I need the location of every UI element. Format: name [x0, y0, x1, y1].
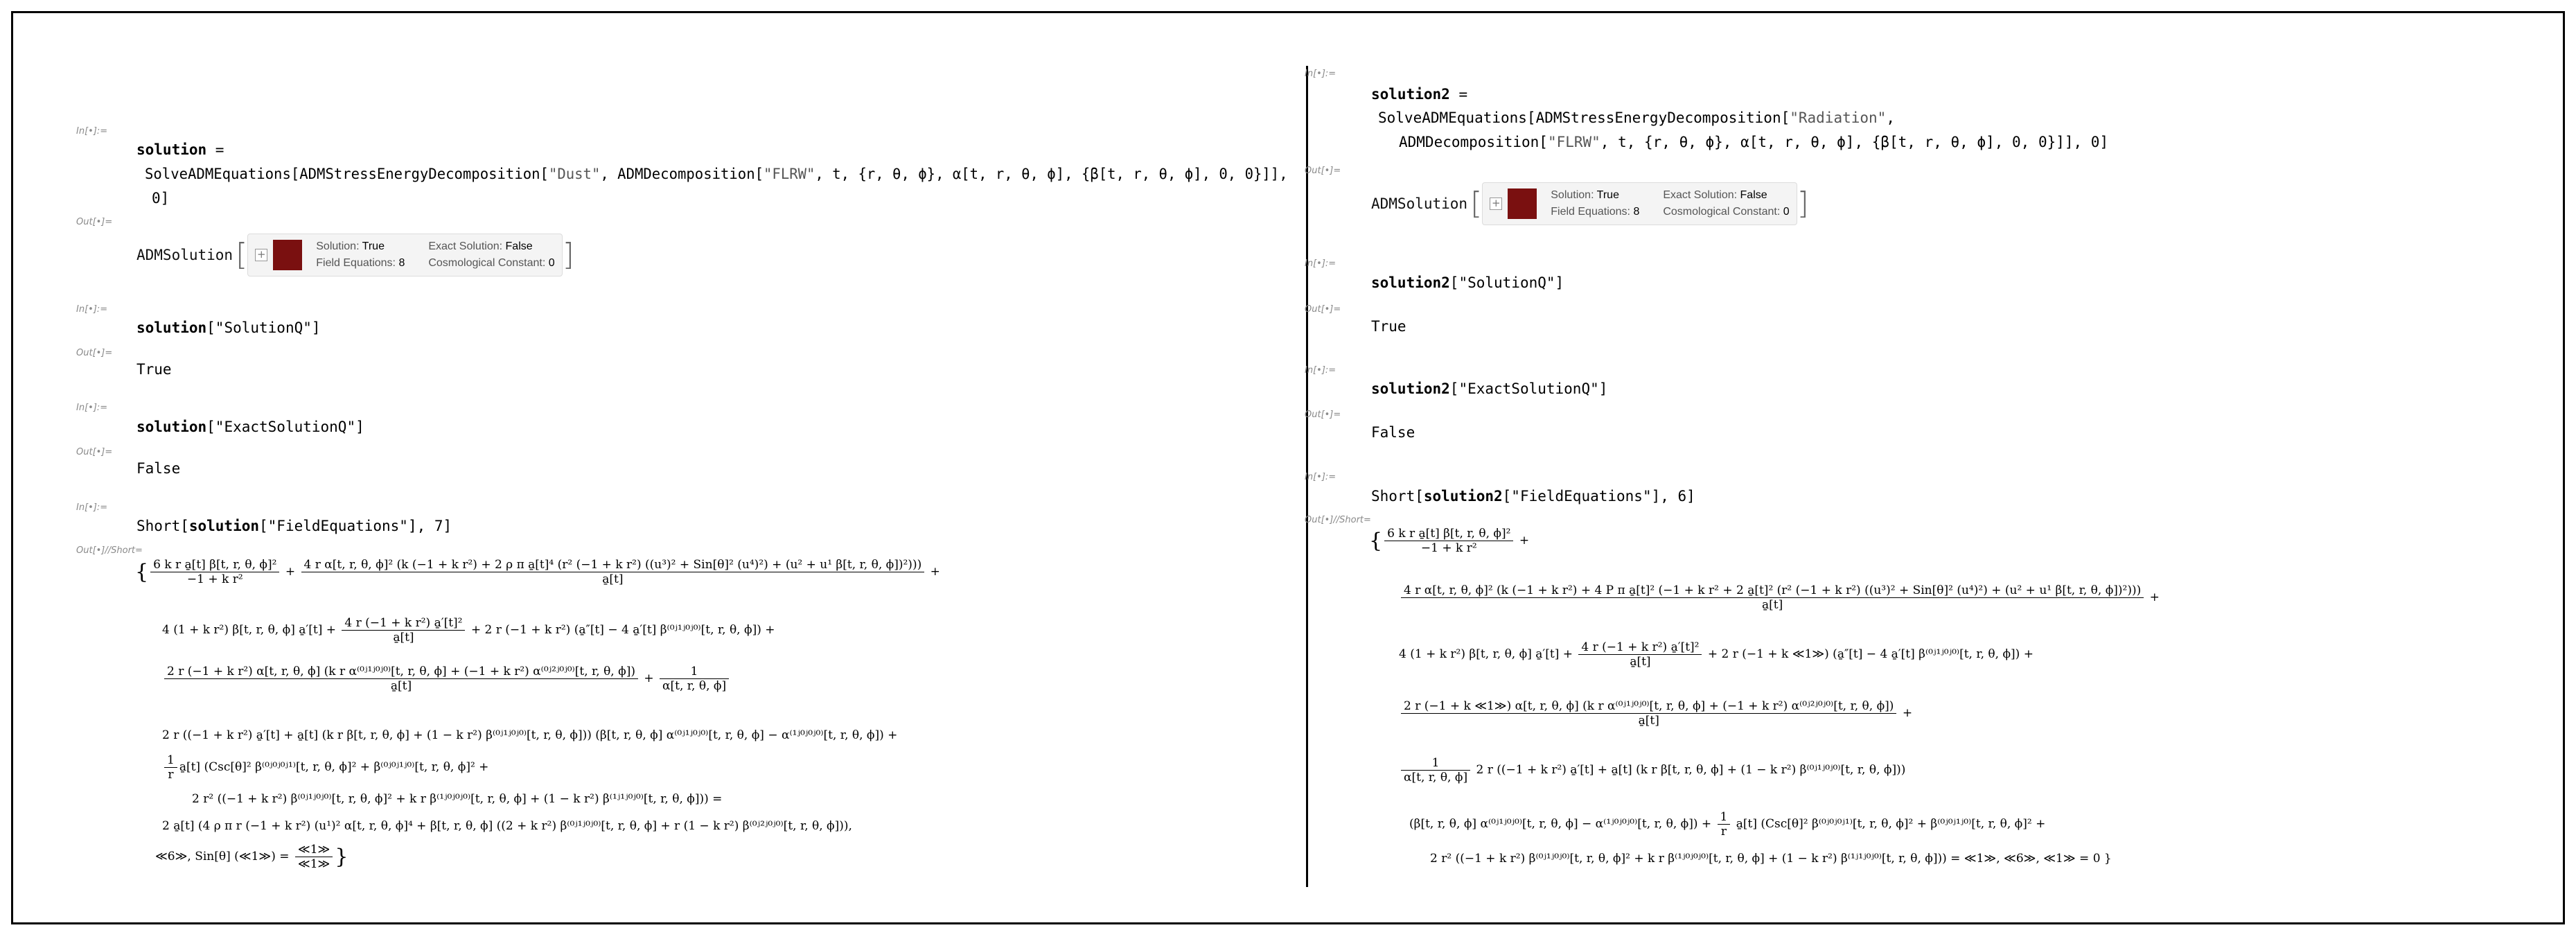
adm-solution-output[interactable]	[136, 234, 574, 277]
field-equations-line-4: 2 r ((−1 + k r²) a̱′[t] + a̱[t] (k r β[t, r, θ, ϕ] + (1 − k r²) β⁽⁰ʲ¹ʲ⁰ʲ⁰⁾[t, r, θ, ϕ])) (β[t, r, θ, ϕ] α⁽⁰ʲ¹ʲ⁰ʲ⁰⁾[t, r, θ, ϕ] − α⁽¹ʲ⁰ʲ⁰ʲ⁰⁾[t, r, θ, ϕ]) +	[162, 728, 898, 742]
out-short-label: Out[•]//Short=	[76, 545, 143, 556]
field-equations-line-1: { $\frac{\text{6 k r a̱[t] β[t, r, θ, ϕ]²}}{\text{−1 + k r²}}$ + 4 r α[t, r, θ, ϕ]² (k (−1 + k r²) + 2 ρ π a̱[t]⁴ (r² (−1 + k r²) ((u³)² + Sin[θ]² (u⁴)²) + (u² + u¹ β[t, r, θ, ϕ])²))) a̱[t] +	[135, 558, 940, 586]
output-true: True	[136, 361, 172, 378]
out-label: Out[•]=	[1305, 410, 1341, 420]
notebook-window	[11, 11, 2565, 924]
field-equations-2-line-4: 2 r (−1 + k ≪1≫) α[t, r, θ, ϕ] (k r α⁽⁰ʲ¹ʲ⁰ʲ⁰⁾[t, r, θ, ϕ] + (−1 + k r²) α⁽⁰ʲ²ʲ⁰ʲ⁰⁾[t, r, θ, ϕ]) a̱[t] +	[1399, 699, 1912, 728]
field-equations-2-line-2: 4 r α[t, r, θ, ϕ]² (k (−1 + k r²) + 4 P π a̱[t]² (−1 + k r² + 2 a̱[t]² (r² (−1 + k r²) ((u³)² + Sin[θ]² (u⁴)²) + (u² + u¹ β[t, r, θ, ϕ])²))) a̱[t] +	[1399, 583, 2160, 612]
field-equations-line-3: 2 r (−1 + k r²) α[t, r, θ, ϕ] (k r α⁽⁰ʲ¹ʲ⁰ʲ⁰⁾[t, r, θ, ϕ] + (−1 + k r²) α⁽⁰ʲ²ʲ⁰ʲ⁰⁾[t, r, θ, ϕ]) a̱[t] + $\frac{1}{\alpha[t, r, \theta, \phi]}$	[162, 665, 731, 693]
plus-icon[interactable]: +	[1490, 198, 1502, 210]
in-label: In[•]:=	[76, 403, 108, 413]
bracket-right: ]	[562, 237, 574, 272]
out-label: Out[•]=	[76, 217, 113, 227]
in-label: In[•]:=	[1305, 69, 1336, 79]
in-label: In[•]:=	[76, 502, 108, 513]
input-cell-solution[interactable]: solution =	[136, 141, 224, 158]
input-cell-solve-line-end[interactable]: 0]	[152, 190, 170, 207]
input-cell-exactsolution2q[interactable]: solution2["ExactSolutionQ"]	[1371, 380, 1608, 397]
brace-open: {	[1369, 529, 1383, 553]
input-cell-solve2-line[interactable]: SolveADMEquations[ADMStressEnergyDecomposition["Radiation",	[1378, 109, 1895, 126]
bracket-left: [	[1470, 186, 1483, 221]
in-label: In[•]:=	[76, 126, 108, 137]
field-equations-2-line-3: 4 (1 + k r²) β[t, r, θ, ϕ] a̱′[t] + $\frac{\text{4 r (−1 + k r²) a̱′[t]²}}{a̱[t]}$ + 2 r (−1 + k ≪1≫) (a̱″[t] − 4 a̱′[t] β⁽⁰ʲ¹ʲ⁰ʲ⁰⁾[t, r, θ, ϕ]) +	[1399, 640, 2034, 669]
solution-status: Solution: True	[316, 240, 385, 252]
exact-solution-status: Exact Solution: False	[428, 240, 533, 252]
field-equations-line-2: 4 (1 + k r²) β[t, r, θ, ϕ] a̱′[t] + $\frac{\text{4 r (−1 + k r²) a̱′[t]²}}{a̱[t]}$ + 2 r (−1 + k r²) (a̱″[t] − 4 a̱′[t] β⁽⁰ʲ¹ʲ⁰ʲ⁰⁾[t, r, θ, ϕ]) +	[162, 616, 775, 644]
output-false: False	[1371, 424, 1415, 441]
field-equations-count: Field Equations: 8	[1551, 206, 1640, 218]
exact-solution-status: Exact Solution: False	[1663, 189, 1767, 201]
bracket-left: [	[236, 237, 248, 272]
input-cell-short2[interactable]: Short[solution2["FieldEquations"], 6]	[1371, 488, 1695, 504]
adm-solution-head: ADMSolution	[136, 247, 233, 263]
adm-summary-box[interactable]	[247, 234, 562, 277]
field-equations-2-line-7: 2 r² ((−1 + k r²) β⁽⁰ʲ¹ʲ⁰ʲ⁰⁾[t, r, θ, ϕ]² + k r β⁽¹ʲ⁰ʲ⁰ʲ⁰⁾[t, r, θ, ϕ] + (1 − k r²) β⁽¹ʲ¹ʲ⁰ʲ⁰⁾[t, r, θ, ϕ])) = ≪1≫, ≪6≫, ≪1≫ = 0 }	[1430, 852, 2112, 866]
in-label: In[•]:=	[1305, 258, 1336, 269]
plus-icon[interactable]: +	[255, 249, 267, 261]
out-label: Out[•]=	[76, 348, 113, 358]
in-label: In[•]:=	[1305, 472, 1336, 482]
solution-swatch	[273, 240, 302, 270]
input-cell-solutionq[interactable]: solution["SolutionQ"]	[136, 319, 321, 336]
in-label: In[•]:=	[1305, 365, 1336, 376]
input-cell-short[interactable]: Short[solution["FieldEquations"], 7]	[136, 518, 452, 534]
solution-swatch	[1508, 188, 1537, 219]
adm-solution-head: ADMSolution	[1371, 195, 1468, 212]
out-short-label: Out[•]//Short=	[1305, 515, 1371, 525]
input-cell-solve2-line-2[interactable]: ADMDecomposition["FLRW", t, {r, θ, ϕ}, α[t, r, θ, ϕ], {β[t, r, θ, ϕ], 0, 0}]], 0]	[1399, 134, 2109, 150]
field-equations-2-line-5: $\frac{1}{\alpha[t, r, \theta, \phi]}$ 2 r ((−1 + k r²) a̱′[t] + a̱[t] (k r β[t, r, θ, ϕ] + (1 − k r²) β⁽⁰ʲ¹ʲ⁰ʲ⁰⁾[t, r, θ, ϕ]))	[1399, 756, 1905, 784]
field-equations-line-8: ≪6≫, Sin[θ] (≪1≫) = $\frac{≪1≫}{≪1≫}$ }	[155, 843, 349, 871]
adm-summary-box[interactable]	[1482, 182, 1797, 225]
out-label: Out[•]=	[1305, 166, 1341, 176]
out-label: Out[•]=	[1305, 304, 1341, 315]
output-false: False	[136, 460, 181, 477]
input-cell-solve-line[interactable]: SolveADMEquations[ADMStressEnergyDecomposition["Dust", ADMDecomposition["FLRW", t, {r, θ, ϕ}, α[t, r, θ, ϕ], {β[t, r, θ, ϕ], 0, 0}]],	[145, 166, 1288, 182]
field-equations-2-line-1: { $\frac{\text{6 k r a̱[t] β[t, r, θ, ϕ]²}}{\text{−1 + k r²}}$ +	[1369, 527, 1530, 555]
field-equations-line-7: 2 a̱[t] (4 ρ π r (−1 + k r²) (u¹)² α[t, r, θ, ϕ]⁴ + β[t, r, θ, ϕ] ((2 + k r²) β⁽⁰ʲ¹ʲ⁰ʲ⁰⁾[t, r, θ, ϕ] + r (1 − k r²) β⁽⁰ʲ²ʲ⁰ʲ⁰⁾[t, r, θ, ϕ])),	[162, 819, 852, 833]
field-equations-count: Field Equations: 8	[316, 257, 405, 269]
input-cell-exactsolutionq[interactable]: solution["ExactSolutionQ"]	[136, 419, 364, 435]
field-equations-line-6: 2 r² ((−1 + k r²) β⁽⁰ʲ¹ʲ⁰ʲ⁰⁾[t, r, θ, ϕ]² + k r β⁽¹ʲ⁰ʲ⁰ʲ⁰⁾[t, r, θ, ϕ] + (1 − k r²) β⁽¹ʲ¹ʲ⁰ʲ⁰⁾[t, r, θ, ϕ])) =	[192, 792, 723, 806]
solution-status: Solution: True	[1551, 189, 1619, 201]
field-equations-line-5: $\frac{1}{r}$ a̱[t] (Csc[θ]² β⁽⁰ʲ⁰ʲ⁰ʲ¹⁾[t, r, θ, ϕ]² + β⁽⁰ʲ⁰ʲ¹ʲ⁰⁾[t, r, θ, ϕ]² +	[162, 753, 488, 782]
cosmological-constant: Cosmological Constant: 0	[428, 257, 555, 269]
input-cell-solution2q[interactable]: solution2["SolutionQ"]	[1371, 274, 1564, 291]
bracket-right: ]	[1797, 186, 1809, 221]
adm-solution-output-2[interactable]	[1371, 182, 1809, 225]
brace-open: {	[135, 560, 149, 584]
cosmological-constant: Cosmological Constant: 0	[1663, 206, 1790, 218]
output-true: True	[1371, 318, 1406, 335]
out-label: Out[•]=	[76, 447, 113, 457]
input-cell-solution2[interactable]: solution2 =	[1371, 86, 1468, 103]
field-equations-2-line-6: (β[t, r, θ, ϕ] α⁽⁰ʲ¹ʲ⁰ʲ⁰⁾[t, r, θ, ϕ] − α⁽¹ʲ⁰ʲ⁰ʲ⁰⁾[t, r, θ, ϕ]) + $\frac{1}{r}$ a̱[t] (Csc[θ]² β⁽⁰ʲ⁰ʲ⁰ʲ¹⁾[t, r, θ, ϕ]² + β⁽⁰ʲ⁰ʲ¹ʲ⁰⁾[t, r, θ, ϕ]² +	[1409, 810, 2046, 839]
in-label: In[•]:=	[76, 304, 108, 315]
